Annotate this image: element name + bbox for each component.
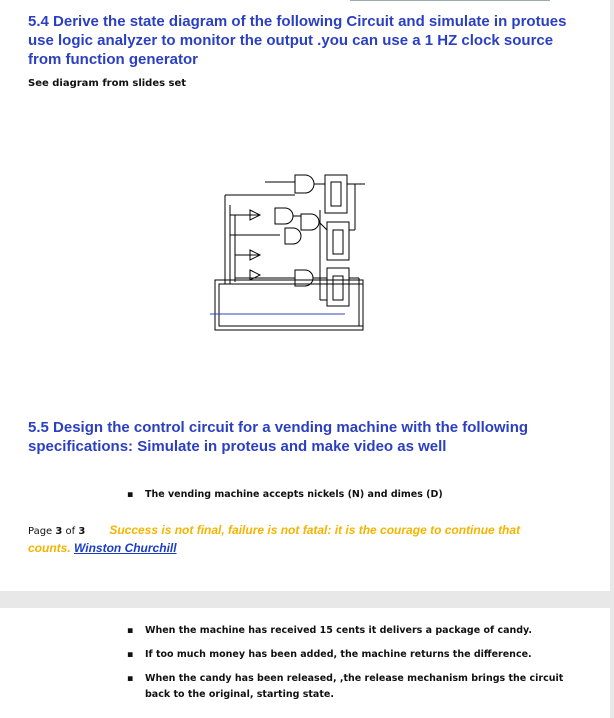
section-5-5-heading: 5.5 Design the control circuit for a vending machine with the following specifications: Simulate in proteus and make video as well [28,419,529,455]
and-gate-5 [301,214,319,230]
bullet-marker: ▪ [127,649,134,660]
and-gate-1 [295,175,314,193]
section-5-4-heading: 5.4 Derive the state diagram of the following Circuit and simulate in protues use logic analyzer to monitor the output .you can use a 1 HZ clock source from function generator [28,13,567,68]
feedback-wire [215,280,363,330]
list-item-text: When the candy has been released, ,the release mechanism brings the circuit back to the original, starting state. [145,673,564,700]
feedback-wire-inner [219,284,363,326]
and-gate-3 [285,228,301,244]
page-number: Page 3 of 3 [28,526,86,537]
circuit-diagram [205,170,375,335]
list-item [127,671,577,703]
bullet-marker: ▪ [127,673,134,684]
quote-author-link[interactable]: Winston Churchill [74,541,177,555]
list-item-text: The vending machine accepts nickels (N) and dimes (D) [145,489,443,500]
footer-quote-tail: counts. [28,541,75,555]
footer-quote: Success is not final, failure is not fatal: it is the courage to continue that [109,523,521,537]
bullet-marker: ▪ [127,489,134,500]
list-item-text: If too much money has been added, the machine returns the difference. [145,649,532,660]
bullet-marker: ▪ [127,625,134,636]
list-item [127,647,577,663]
list-item [127,623,577,639]
slides-note: See diagram from slides set [28,78,187,89]
page-footer [28,522,588,556]
flip-flop-1 [325,175,347,213]
list-item-text: When the machine has received 15 cents it delivers a package of candy. [145,625,532,636]
and-gate-2 [275,208,293,224]
list-item [127,487,577,503]
document-page-4 [0,608,610,718]
header-rule [350,0,550,1]
